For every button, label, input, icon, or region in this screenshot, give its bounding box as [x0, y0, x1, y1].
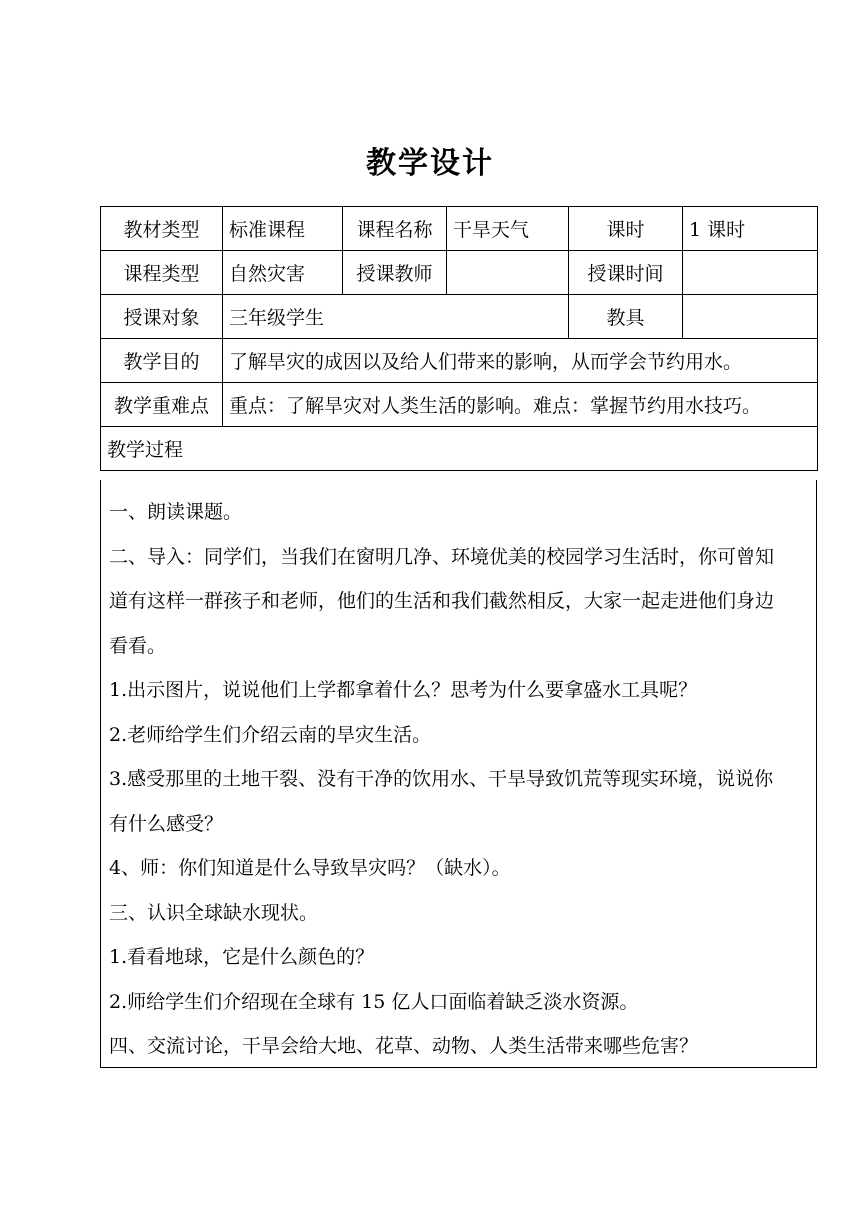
table-row	[101, 207, 818, 251]
table-row	[101, 295, 818, 339]
process-line: 看看。	[109, 634, 167, 657]
label-lesson-hours: 课时	[569, 207, 683, 251]
process-line: 四、交流讨论，干旱会给大地、花草、动物、人类生活带来哪些危害？	[109, 1035, 699, 1057]
label-objective: 教学目的	[101, 339, 223, 383]
value-objective: 了解旱灾的成因以及给人们带来的影响，从而学会节约用水。	[223, 339, 818, 383]
process-line: 1.出示图片，说说他们上学都拿着什么？思考为什么要拿盛水工具呢？	[109, 679, 698, 701]
label-audience: 授课对象	[101, 295, 223, 339]
label-class-time: 授课时间	[569, 251, 683, 295]
process-line: 4、师：你们知道是什么导致旱灾吗？（缺水）。	[109, 857, 511, 879]
value-teacher	[447, 251, 569, 295]
label-key-points: 教学重难点	[101, 383, 223, 427]
process-line: 有什么感受？	[109, 812, 224, 835]
process-heading: 教学过程	[101, 427, 818, 471]
value-course-name: 干旱天气	[447, 207, 569, 251]
value-key-points: 重点：了解旱灾对人类生活的影响。难点：掌握节约用水技巧。	[223, 383, 818, 427]
value-lesson-hours: 1 课时	[683, 207, 818, 251]
label-teaching-aids: 教具	[569, 295, 683, 339]
process-line: 1.看看地球，它是什么颜色的？	[109, 946, 375, 968]
lesson-info-table	[100, 206, 818, 471]
value-teaching-aids	[683, 295, 818, 339]
process-line: 二、导入：同学们，当我们在窗明几净、环境优美的校园学习生活时，你可曾知	[109, 545, 775, 568]
value-class-time	[683, 251, 818, 295]
process-line: 三、认识全球缺水现状。	[109, 901, 319, 924]
process-line: 2.师给学生们介绍现在全球有 15 亿人口面临着缺乏淡水资源。	[109, 990, 639, 1013]
process-line: 道有这样一群孩子和老师，他们的生活和我们截然相反，大家一起走进他们身边	[109, 590, 775, 612]
value-audience: 三年级学生	[223, 295, 569, 339]
value-textbook-type: 标准课程	[223, 207, 343, 251]
label-textbook-type: 教材类型	[101, 207, 223, 251]
table-row	[101, 383, 818, 427]
document-title: 教学设计	[366, 146, 494, 181]
process-line: 2.老师给学生们介绍云南的旱灾生活。	[109, 723, 432, 746]
label-course-type: 课程类型	[101, 251, 223, 295]
process-line: 3.感受那里的土地干裂、没有干净的饮用水、干旱导致饥荒等现实环境，说说你	[109, 768, 774, 790]
table-row	[101, 251, 818, 295]
table-row	[101, 339, 818, 383]
label-course-name: 课程名称	[343, 207, 447, 251]
table-row	[101, 427, 818, 471]
process-content	[100, 480, 817, 1068]
process-line: 一、朗读课题。	[109, 501, 243, 523]
value-course-type: 自然灾害	[223, 251, 343, 295]
label-teacher: 授课教师	[343, 251, 447, 295]
